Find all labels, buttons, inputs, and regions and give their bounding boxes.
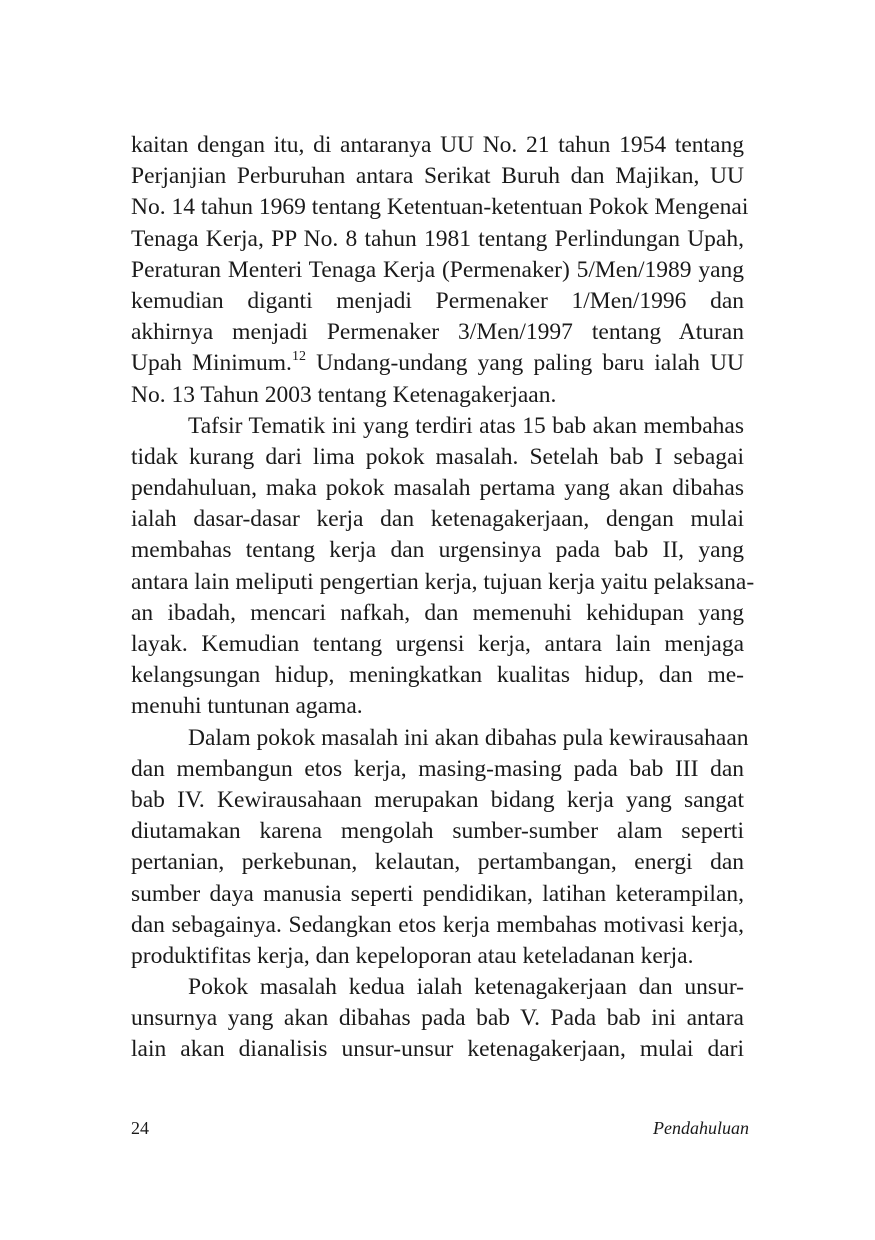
text-line: an ibadah, mencari nafkah, dan memenuhi kehidupan yang bbox=[131, 599, 744, 626]
text-line: Pokok masalah kedua ialah ketenagakerjaan dan unsur- bbox=[188, 974, 744, 1001]
text-segment: Upah Minimum. bbox=[131, 350, 292, 377]
paragraph-2 bbox=[131, 411, 755, 723]
text-line: ialah dasar-dasar kerja dan ketenagakerjaan, dengan mulai bbox=[131, 506, 744, 533]
text-line: dan sebagainya. Sedangkan etos kerja membahas motivasi kerja, bbox=[131, 911, 744, 938]
footnote-ref: 12 bbox=[291, 349, 306, 365]
paragraph-3 bbox=[131, 723, 749, 973]
paragraph-1 bbox=[131, 130, 749, 411]
body-text bbox=[131, 130, 755, 1066]
running-head: Pendahuluan bbox=[653, 1118, 749, 1138]
paragraph-4 bbox=[131, 972, 744, 1066]
text-line: Peraturan Menteri Tenaga Kerja (Permenaker) 5/Men/1989 yang bbox=[131, 256, 744, 283]
text-line: tidak kurang dari lima pokok masalah. Setelah bab I sebagai bbox=[131, 443, 744, 470]
text-line: akhirnya menjadi Permenaker 3/Men/1997 tentang Aturan bbox=[131, 319, 744, 346]
text-line: Perjanjian Perburuhan antara Serikat Buruh dan Majikan, UU bbox=[131, 163, 744, 190]
text-line: kemudian diganti menjadi Permenaker 1/Men/1996 dan bbox=[131, 287, 744, 314]
text-segment: Undang-undang yang paling baru ialah UU bbox=[305, 350, 744, 377]
text-line: unsurnya yang akan dibahas pada bab V. Pada bab ini antara bbox=[131, 1005, 744, 1032]
text-line: kaitan dengan itu, di antaranya UU No. 21 tahun 1954 tentang bbox=[131, 132, 744, 158]
text-line: Dalam pokok masalah ini akan dibahas pula kewirausahaan bbox=[188, 724, 749, 751]
text-line: dan membangun etos kerja, masing-masing pada bab III dan bbox=[131, 755, 744, 782]
text-line: No. 14 tahun 1969 tentang Ketentuan-ketentuan Pokok Mengenai bbox=[131, 194, 749, 221]
text-line: produktifitas kerja, dan kepeloporan atau keteladanan kerja. bbox=[131, 942, 694, 969]
text-line: bab IV. Kewirausahaan merupakan bidang kerja yang sangat bbox=[131, 786, 744, 813]
text-line: No. 13 Tahun 2003 tentang Ketenagakerjaan. bbox=[131, 381, 557, 408]
text-line: menuhi tuntunan agama. bbox=[131, 693, 363, 720]
text-line: pendahuluan, maka pokok masalah pertama yang akan dibahas bbox=[131, 475, 744, 502]
page-number: 24 bbox=[131, 1118, 149, 1138]
text-line: diutamakan karena mengolah sumber-sumber alam seperti bbox=[131, 818, 744, 845]
text-line: Tafsir Tematik ini yang terdiri atas 15 bab akan membahas bbox=[188, 412, 744, 439]
text-line: membahas tentang kerja dan urgensinya pada bab II, yang bbox=[131, 537, 744, 564]
text-line: antara lain meliputi pengertian kerja, tujuan kerja yaitu pelaksana- bbox=[131, 568, 755, 595]
text-line: pertanian, perkebunan, kelautan, pertambangan, energi dan bbox=[131, 849, 744, 876]
text-line: Tenaga Kerja, PP No. 8 tahun 1981 tentang Perlindungan Upah, bbox=[131, 225, 744, 252]
text-line bbox=[131, 348, 744, 379]
text-line: kelangsungan hidup, meningkatkan kualitas hidup, dan me- bbox=[131, 662, 744, 689]
text-line: lain akan dianalisis unsur-unsur ketenagakerjaan, mulai dari bbox=[131, 1036, 744, 1063]
text-line: sumber daya manusia seperti pendidikan, latihan keterampilan, bbox=[131, 880, 744, 907]
text-line: layak. Kemudian tentang urgensi kerja, antara lain menjaga bbox=[131, 631, 744, 657]
